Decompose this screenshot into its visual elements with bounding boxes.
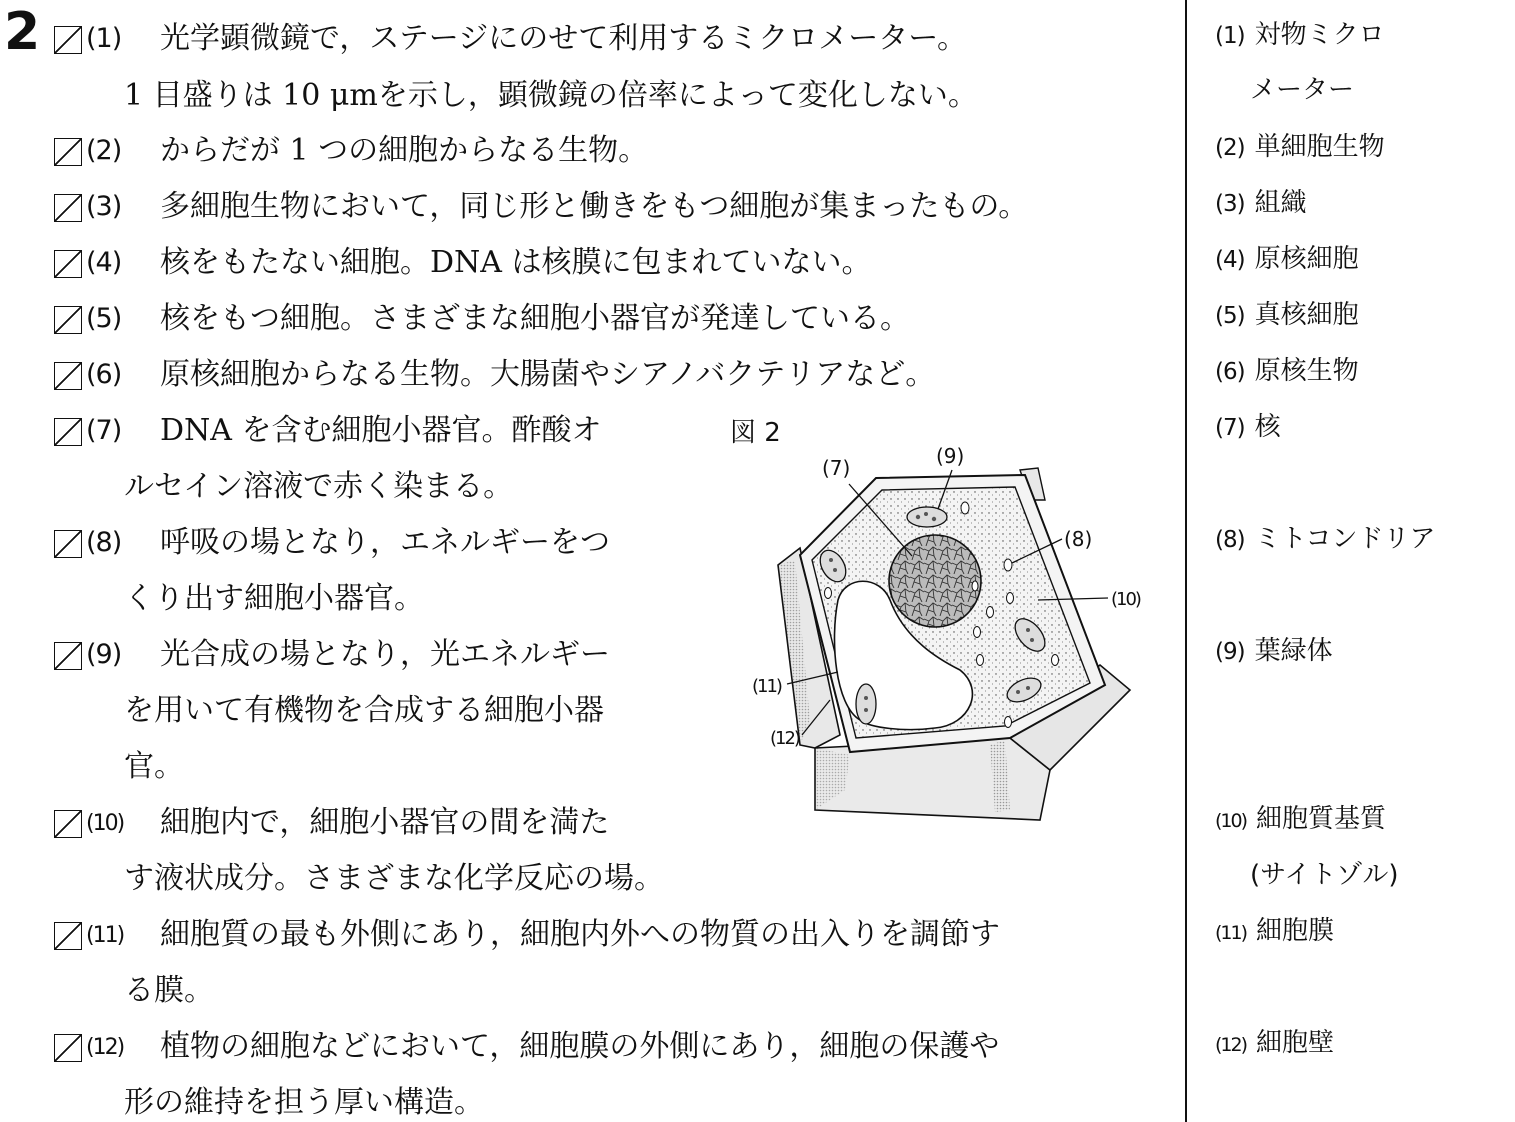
pointer-label-11: (11)	[752, 676, 781, 697]
item-text: 細胞質の最も外側にあり，細胞内外への物質の出入りを調節す	[160, 917, 1000, 952]
item-label: (12)	[86, 1035, 124, 1060]
answer-12	[1215, 1028, 1334, 1060]
item-text: 多細胞生物において，同じ形と働きをもつ細胞が集まったもの。	[160, 189, 1029, 224]
pointer-label-12: (12)	[770, 728, 799, 749]
item-text: す液状成分。さまざまな化学反応の場。	[124, 861, 664, 896]
nucleus	[889, 535, 981, 627]
checkbox-11[interactable]	[54, 922, 82, 950]
answer-10-cont: (サイトゾル)	[1250, 860, 1399, 890]
answer-label: (1)	[1215, 23, 1245, 49]
answer-text: 原核生物	[1254, 356, 1359, 386]
answer-text: 組織	[1254, 188, 1307, 218]
item-text: 細胞内で，細胞小器官の間を満た	[160, 805, 610, 840]
answer-label: (3)	[1215, 191, 1245, 217]
item-text: 光合成の場となり，光エネルギー	[160, 637, 610, 672]
checkbox-1[interactable]	[54, 26, 82, 54]
plant-cell-figure	[740, 430, 1170, 830]
answer-text: 核	[1254, 412, 1281, 442]
checkbox-8[interactable]	[54, 530, 82, 558]
figure-caption: 図 2	[730, 418, 781, 448]
item-text: くり出す細胞小器官。	[124, 581, 424, 616]
answer-2	[1215, 132, 1385, 163]
item-label: (11)	[86, 923, 124, 948]
answer-label: (8)	[1215, 527, 1245, 553]
answer-label: (7)	[1215, 415, 1245, 441]
answer-5	[1215, 300, 1359, 331]
answer-10	[1215, 804, 1386, 836]
answer-label: (9)	[1215, 639, 1245, 665]
item-label: (8)	[86, 527, 122, 558]
answer-text: 単細胞生物	[1254, 132, 1385, 162]
answer-text: 原核細胞	[1254, 244, 1359, 274]
answer-3	[1215, 188, 1307, 219]
checkbox-6[interactable]	[54, 362, 82, 390]
item-label: (1)	[86, 23, 122, 54]
item-text: を用いて有機物を合成する細胞小器	[124, 693, 604, 728]
item-text: 核をもつ細胞。さまざまな細胞小器官が発達している。	[160, 301, 910, 336]
checkbox-7[interactable]	[54, 418, 82, 446]
checkbox-12[interactable]	[54, 1034, 82, 1062]
item-text: 呼吸の場となり，エネルギーをつ	[160, 525, 610, 560]
item-text: 1 目盛りは 10 μmを示し，顕微鏡の倍率によって変化しない。	[124, 78, 978, 113]
item-label: (3)	[86, 191, 122, 222]
pointer-label-8: (8)	[1064, 527, 1093, 551]
answer-1	[1215, 20, 1385, 51]
item-text: 原核細胞からなる生物。大腸菌やシアノバクテリアなど。	[160, 357, 936, 392]
answer-text: 真核細胞	[1254, 300, 1359, 330]
answer-9	[1215, 636, 1333, 667]
item-label: (6)	[86, 359, 122, 390]
answer-7	[1215, 412, 1281, 443]
pointer-label-10: (10)	[1111, 589, 1140, 610]
answer-6	[1215, 356, 1359, 387]
item-text: 官。	[124, 749, 184, 784]
answer-8	[1215, 524, 1436, 555]
answer-11	[1215, 916, 1334, 948]
item-text: 光学顕微鏡で，ステージにのせて利用するミクロメーター。	[160, 21, 967, 56]
checkbox-4[interactable]	[54, 250, 82, 278]
answer-label: (5)	[1215, 303, 1245, 329]
column-divider	[1185, 0, 1187, 1122]
answer-label: (6)	[1215, 359, 1245, 385]
checkbox-2[interactable]	[54, 138, 82, 166]
pointer-label-9: (9)	[936, 444, 965, 468]
item-text: からだが 1 つの細胞からなる生物。	[160, 133, 649, 168]
checkbox-3[interactable]	[54, 194, 82, 222]
answer-label: (12)	[1215, 1034, 1247, 1056]
item-label: (4)	[86, 247, 122, 278]
item-text: DNA を含む細胞小器官。酢酸オ	[160, 413, 602, 448]
answer-text: 細胞壁	[1256, 1028, 1335, 1058]
pointer-label-7: (7)	[822, 456, 851, 480]
question-number: 2	[4, 2, 39, 62]
item-text: 形の維持を担う厚い構造。	[124, 1085, 484, 1120]
item-label: (10)	[86, 811, 124, 836]
answer-label: (4)	[1215, 247, 1245, 273]
answer-label: (10)	[1215, 810, 1247, 832]
item-text: 植物の細胞などにおいて，細胞膜の外側にあり，細胞の保護や	[160, 1029, 1000, 1064]
answer-text: 細胞質基質	[1256, 804, 1387, 834]
item-label: (9)	[86, 639, 122, 670]
item-label: (2)	[86, 135, 122, 166]
checkbox-9[interactable]	[54, 642, 82, 670]
answer-text: 対物ミクロ	[1254, 20, 1385, 50]
answer-text: ミトコンドリア	[1254, 524, 1436, 554]
item-label: (7)	[86, 415, 122, 446]
item-label: (5)	[86, 303, 122, 334]
item-text: 核をもたない細胞。DNA は核膜に包まれていない。	[160, 245, 872, 280]
answer-text: 細胞膜	[1256, 916, 1335, 946]
answer-text: 葉緑体	[1254, 636, 1333, 666]
checkbox-5[interactable]	[54, 306, 82, 334]
checkbox-10[interactable]	[54, 810, 82, 838]
answer-1-cont: メーター	[1250, 75, 1355, 105]
item-text: る膜。	[124, 973, 214, 1008]
answer-4	[1215, 244, 1359, 275]
answer-label: (11)	[1215, 922, 1247, 944]
item-text: ルセイン溶液で赤く染まる。	[124, 469, 514, 504]
answer-label: (2)	[1215, 135, 1245, 161]
